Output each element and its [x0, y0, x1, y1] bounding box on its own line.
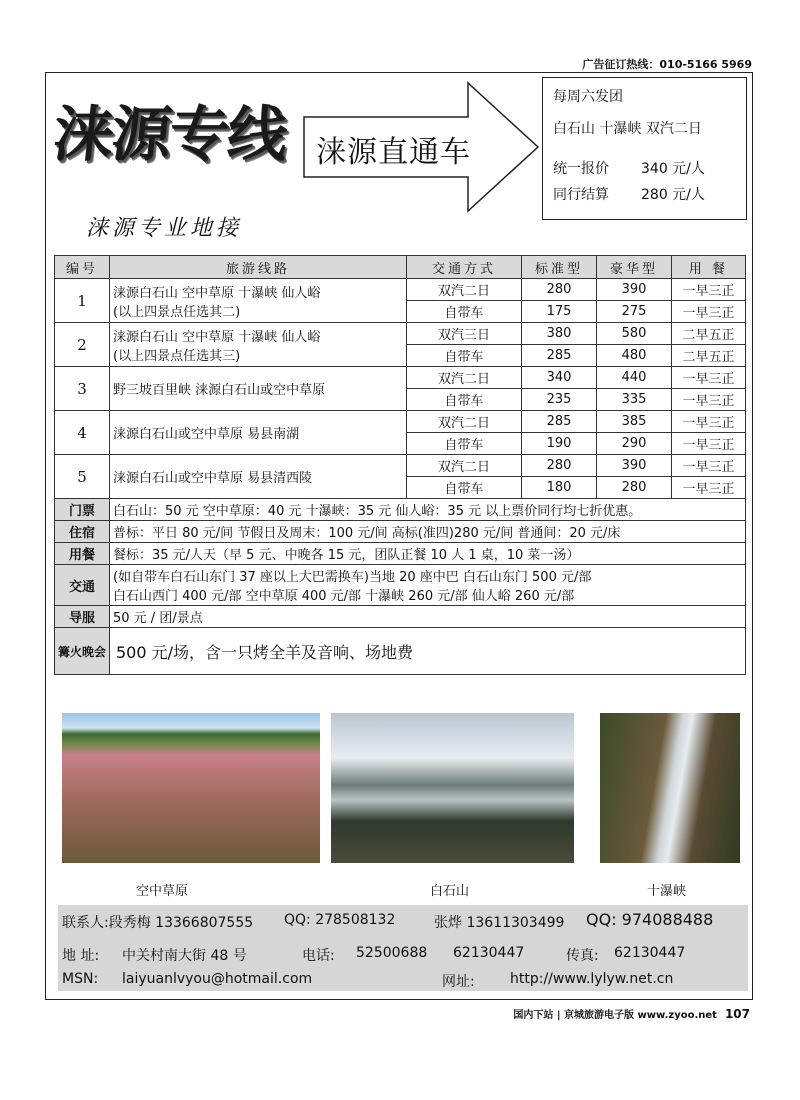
tour-info-box [542, 77, 747, 220]
extra-value [110, 521, 746, 543]
table-row [55, 521, 746, 543]
contact-person-2: 张烨 13611303499 [434, 915, 565, 931]
photo-caption: 白石山 [430, 884, 470, 899]
route-line: (以上四景点任选其二) [113, 304, 241, 320]
fax-label: 传真: [566, 948, 599, 964]
luxury-price-cell: 480 [597, 345, 672, 367]
route-description [110, 411, 407, 455]
route-line: 野三坡百里峡 涞源白石山或空中草原 [113, 383, 326, 398]
header-cell: 旅游线路 [110, 256, 407, 279]
msn-value[interactable]: laiyuanlvyou@hotmail.com [122, 971, 313, 987]
route-description [110, 323, 407, 367]
route-number: 5 [55, 455, 110, 499]
extra-value [110, 565, 746, 606]
extra-label: 导服 [55, 606, 110, 628]
meal-cell: 二早五正 [672, 323, 746, 345]
extra-line: 普标：平日 80 元/间 节假日及周末：100 元/间 高标(准四)280 元/间 普通间：20 元/床 [113, 526, 621, 541]
table-row [55, 565, 746, 606]
luxury-price-cell: 335 [597, 389, 672, 411]
extra-line: 餐标：35 元/人天（早 5 元、中晚各 15 元，团队正餐 10 人 1 桌，10 菜一汤） [113, 548, 580, 563]
table-row [55, 323, 746, 345]
transport-cell: 双汽二日 [407, 279, 522, 301]
route-line: 涞源白石山或空中草原 易县南湖 [113, 427, 300, 442]
header-cell: 用 餐 [672, 256, 746, 279]
meal-cell: 二早五正 [672, 345, 746, 367]
standard-price-cell: 380 [522, 323, 597, 345]
photo-caption: 十瀑峡 [647, 884, 687, 899]
transport-cell: 自带车 [407, 389, 522, 411]
extra-value [110, 606, 746, 628]
meal-cell: 一早三正 [672, 455, 746, 477]
extra-label: 用餐 [55, 543, 110, 565]
luxury-price-cell: 390 [597, 455, 672, 477]
extra-label: 门票 [55, 499, 110, 521]
meal-cell: 一早三正 [672, 411, 746, 433]
extras-body [55, 499, 746, 675]
meal-cell: 一早三正 [672, 433, 746, 455]
transport-cell: 自带车 [407, 433, 522, 455]
ad-hotline: 广告征订热线：010-5166 5969 [582, 58, 752, 71]
express-label: 涞源直通车 [316, 135, 471, 170]
msn-label: MSN: [62, 971, 99, 987]
table-row [55, 411, 746, 433]
table-header-row [55, 256, 746, 279]
meal-cell: 一早三正 [672, 279, 746, 301]
route-line: 涞源白石山或空中草原 易县清西陵 [113, 471, 313, 486]
route-number: 4 [55, 411, 110, 455]
luxury-price-cell: 275 [597, 301, 672, 323]
extra-line: (如自带车白石山东门 37 座以上大巴需换车)当地 20 座中巴 白石山东门 500 元/部 [113, 570, 592, 585]
table-row [55, 628, 746, 675]
photo-caption: 空中草原 [136, 884, 189, 899]
phone-value-2: 62130447 [453, 945, 525, 961]
phone-label: 电话: [302, 948, 335, 964]
transport-cell: 自带车 [407, 301, 522, 323]
price-peer-value: 280 元/人 [641, 187, 705, 203]
standard-price-cell: 180 [522, 477, 597, 499]
extra-line: 50 元 / 团/景点 [113, 611, 203, 626]
luxury-price-cell: 290 [597, 433, 672, 455]
ad-frame [45, 72, 753, 1000]
fax-value: 62130447 [614, 945, 686, 961]
meal-cell: 一早三正 [672, 367, 746, 389]
photo-baishi-mountain [331, 713, 574, 863]
extra-value [110, 543, 746, 565]
extra-label: 交通 [55, 565, 110, 606]
transport-cell: 双汽三日 [407, 323, 522, 345]
extra-line: 白石山西门 400 元/部 空中草原 400 元/部 十瀑峡 260 元/部 仙人峪 260 元/部 [113, 589, 575, 604]
page-footer [513, 1006, 750, 1021]
table-row [55, 279, 746, 301]
standard-price-cell: 235 [522, 389, 597, 411]
route-line: (以上四景点任选其三) [113, 348, 241, 364]
route-number: 1 [55, 279, 110, 323]
extra-label: 篝火晚会 [55, 628, 110, 675]
meal-cell: 一早三正 [672, 301, 746, 323]
photo-grassland [62, 713, 320, 863]
photo-waterfall [600, 713, 740, 863]
contact-panel [58, 905, 748, 991]
contact-qq-1: QQ: 278508132 [284, 912, 396, 928]
extra-line: 白石山：50 元 空中草原：40 元 十瀑峡：35 元 仙人峪：35 元 以上票价同行均七折优惠。 [113, 504, 642, 519]
route-description [110, 279, 407, 323]
price-unified-value: 340 元/人 [641, 161, 705, 177]
luxury-price-cell: 385 [597, 411, 672, 433]
standard-price-cell: 175 [522, 301, 597, 323]
transport-cell: 自带车 [407, 345, 522, 367]
price-unified-label: 统一报价 [553, 161, 609, 177]
route-number: 2 [55, 323, 110, 367]
transport-cell: 双汽二日 [407, 455, 522, 477]
website-label: 网址: [442, 974, 475, 990]
route-description [110, 367, 407, 411]
header-cell: 标准型 [522, 256, 597, 279]
route-line: 涞源白石山 空中草原 十瀑峡 仙人峪 [113, 285, 321, 301]
header-cell: 编号 [55, 256, 110, 279]
standard-price-cell: 285 [522, 345, 597, 367]
header-cell: 交通方式 [407, 256, 522, 279]
extra-label: 住宿 [55, 521, 110, 543]
routes-body [55, 279, 746, 499]
footer-text: 国内下站 | 京城旅游电子版 www.zyoo.net [513, 1010, 717, 1021]
luxury-price-cell: 440 [597, 367, 672, 389]
price-peer-label: 同行结算 [553, 187, 609, 203]
table-row [55, 367, 746, 389]
standard-price-cell: 285 [522, 411, 597, 433]
page-number: 107 [724, 1007, 750, 1021]
route-line: 涞源白石山 空中草原 十瀑峡 仙人峪 [113, 329, 321, 345]
extra-value [110, 628, 746, 675]
meal-cell: 一早三正 [672, 389, 746, 411]
route-description [110, 455, 407, 499]
brand-title: 涞源专线 [49, 100, 290, 170]
table-row [55, 455, 746, 477]
transport-cell: 双汽二日 [407, 367, 522, 389]
standard-price-cell: 280 [522, 279, 597, 301]
contact-qq-2: QQ: 974088488 [586, 910, 714, 929]
contact-person-1: 联系人:段秀梅 13366807555 [62, 915, 254, 931]
route-number: 3 [55, 367, 110, 411]
meal-cell: 一早三正 [672, 477, 746, 499]
spots-text: 白石山 十瀑峡 双汽二日 [553, 121, 702, 137]
standard-price-cell: 280 [522, 455, 597, 477]
price-table [54, 255, 746, 675]
extra-line: 500 元/场，含一只烤全羊及音响、场地费 [116, 642, 414, 662]
table-row [55, 543, 746, 565]
address-label: 地 址: [62, 948, 100, 964]
luxury-price-cell: 280 [597, 477, 672, 499]
standard-price-cell: 340 [522, 367, 597, 389]
table-row [55, 606, 746, 628]
subtitle: 涞源专业地接 [86, 216, 243, 241]
phone-value-1: 52500688 [356, 945, 428, 961]
transport-cell: 双汽二日 [407, 411, 522, 433]
standard-price-cell: 190 [522, 433, 597, 455]
departure-text: 每周六发团 [553, 89, 623, 105]
header-cell: 豪华型 [597, 256, 672, 279]
luxury-price-cell: 580 [597, 323, 672, 345]
luxury-price-cell: 390 [597, 279, 672, 301]
website-link[interactable]: http://www.lylyw.net.cn [510, 971, 674, 987]
address-value: 中关村南大街 48 号 [122, 948, 247, 964]
extra-value [110, 499, 746, 521]
transport-cell: 自带车 [407, 477, 522, 499]
table-row [55, 499, 746, 521]
